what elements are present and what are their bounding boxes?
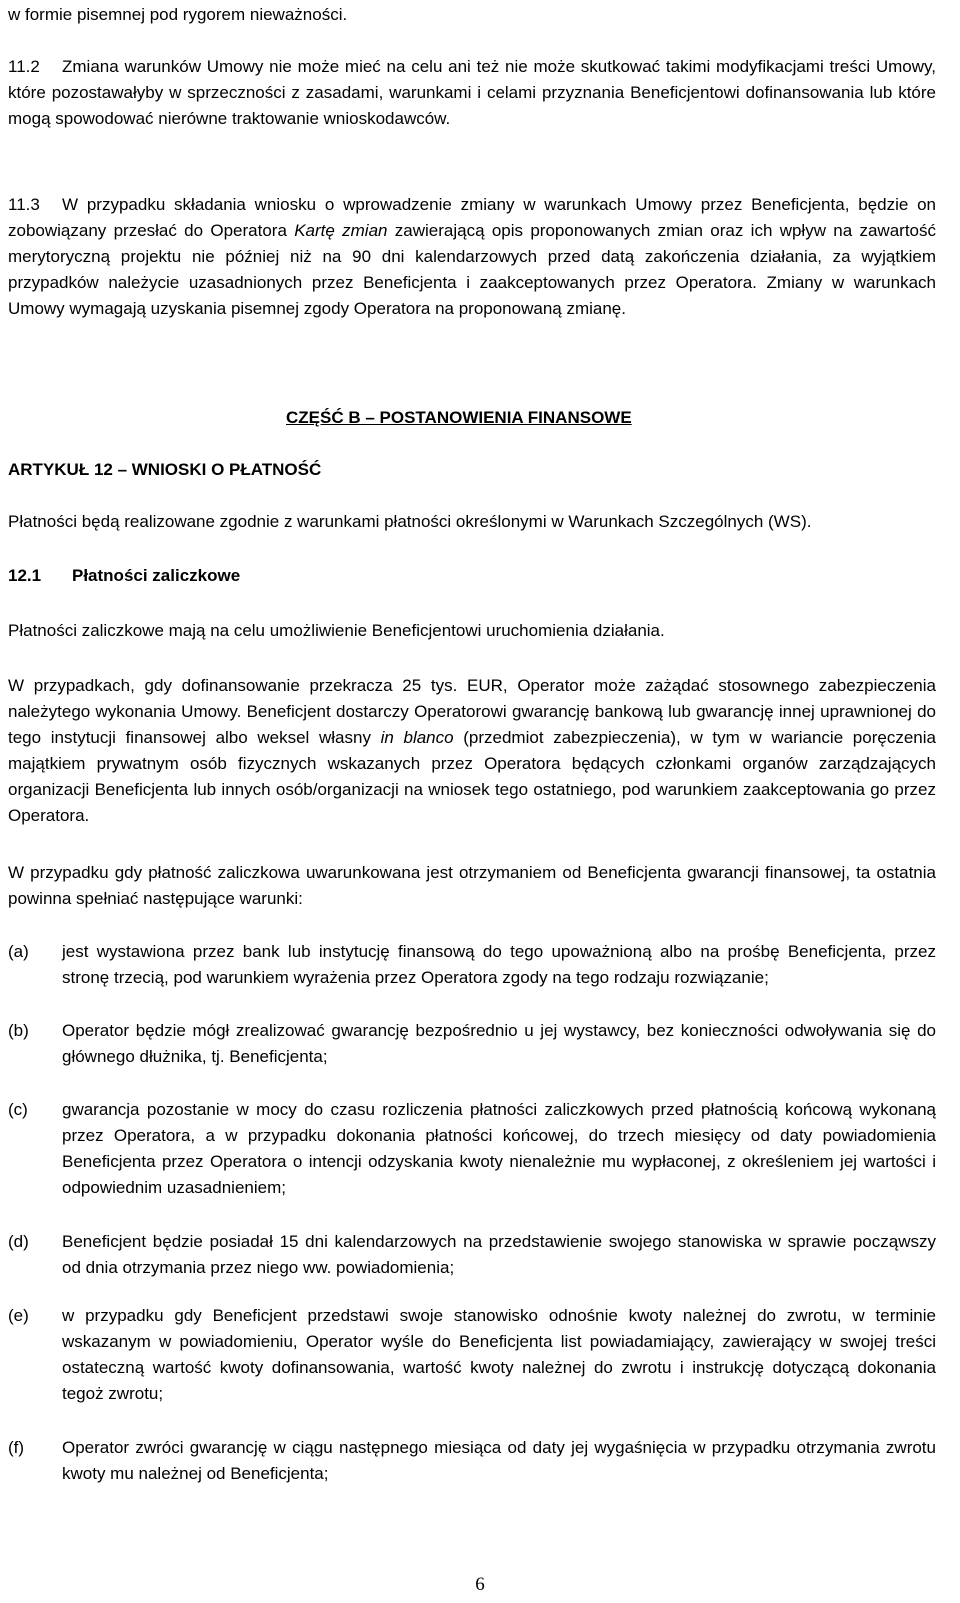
condition-label: (c) — [8, 1100, 28, 1119]
section-11-3-italic: Kartę zmian — [294, 221, 388, 240]
section-11-2-text: Zmiana warunków Umowy nie może mieć na celu ani też nie może skutkować takimi modyfikacjami treści Umowy, które pozostawałyby w sprzeczności z zasadami, warunkami i celami przyznania Beneficjentowi dofinansowania lub które mogą spowodować nierówne traktowanie wnioskodawców. — [8, 57, 936, 128]
advance-purpose: Płatności zaliczkowe mają na celu umożliwienie Beneficjentowi uruchomienia działania. — [8, 621, 665, 640]
condition-text: w przypadku gdy Beneficjent przedstawi swoje stanowisko odnośnie kwoty należnej do zwrotu, w terminie wskazanym w powiadomieniu, Operator wyśle do Beneficjenta list powiadamiający, zawierający w swojej treści ostateczną wartość kwoty dofinansowania, wartość kwoty należnej do zwrotu i instrukcję dotyczącą dokonania tegoż zwrotu; — [62, 1306, 936, 1403]
part-b-title: CZĘŚĆ B – POSTANOWIENIA FINANSOWE — [286, 408, 632, 427]
guarantee-italic: in blanco — [380, 728, 454, 747]
condition-text: Beneficjent będzie posiadał 15 dni kalendarzowych na przedstawienie swojego stanowiska w sprawie począwszy od dnia otrzymania przez niego ww. powiadomienia; — [62, 1232, 936, 1277]
section-12-1-title: Płatności zaliczkowe — [72, 566, 241, 585]
condition-label: (d) — [8, 1232, 29, 1251]
intro-line: w formie pisemnej pod rygorem nieważności. — [8, 5, 348, 24]
condition-text: Operator zwróci gwarancję w ciągu następnego miesiąca od daty jej wygaśnięcia w przypadku otrzymania zwrotu kwoty mu należnej od Beneficjenta; — [62, 1438, 936, 1483]
section-12-1-number: 12.1 — [8, 566, 42, 585]
condition-label: (b) — [8, 1021, 29, 1040]
condition-text: Operator będzie mógł zrealizować gwarancję bezpośrednio u jej wystawcy, bez konieczności odwoływania się do głównego dłużnika, tj. Beneficjenta; — [62, 1021, 936, 1066]
guarantee-text-a: W przypadkach, gdy dofinansowanie przekracza 25 tys. EUR, Operator może zażądać stosownego zabezpieczenia należytego wykonania Umowy. Beneficjent dostarczy Operatorowi gwarancję bankową lub gwarancję innej uprawnionej do tego instytucji finansowej albo weksel własny — [8, 676, 936, 747]
section-11-2-number: 11.2 — [8, 57, 40, 76]
condition-text: jest wystawiona przez bank lub instytucję finansową do tego upoważnioną albo na prośbę Beneficjenta, przez stronę trzecią, pod warunkiem wyrażenia przez Operatora zgody na tego rodzaju rozwiązanie; — [62, 942, 936, 987]
page-number: 6 — [475, 1574, 485, 1595]
section-11-3-text — [8, 192, 936, 322]
section-11-3-text-b: zawierającą opis proponowanych zmian oraz ich wpływ na zawartość merytoryczną projektu nie później niż na 90 dni kalendarzowych przed datą zakończenia działania, za wyjątkiem przypadków należycie uzasadnionych przez Beneficjenta i zaakceptowanych przez Operatora. Zmiany w warunkach Umowy wymagają uzyskania pisemnej zgody Operatora na proponowaną zmianę. — [8, 221, 936, 318]
payments-line: Płatności będą realizowane zgodnie z warunkami płatności określonymi w Warunkach Szczególnych (WS). — [8, 512, 812, 531]
section-11-3-text-a: W przypadku składania wniosku o wprowadzenie zmiany w warunkach Umowy przez Beneficjenta, będzie on zobowiązany przesłać do Operatora — [8, 195, 936, 240]
section-11-3-number: 11.3 — [8, 195, 40, 214]
guarantee-text-b: (przedmiot zabezpieczenia), w tym w wariancie poręczenia majątkiem prywatnym osób fizycznych wskazanych przez Operatora będących członkami organów zarządzających organizacji Beneficjenta lub innych osób/organizacji na wniosek tego ostatniego, pod warunkiem zaakceptowania go przez Operatora. — [8, 728, 936, 825]
condition-label: (a) — [8, 942, 29, 961]
article-12-title: ARTYKUŁ 12 – WNIOSKI O PŁATNOŚĆ — [8, 460, 322, 479]
guarantee-paragraph — [8, 673, 936, 829]
condition-text: gwarancja pozostanie w mocy do czasu rozliczenia płatności zaliczkowych przed płatnością końcową wykonaną przez Operatora, a w przypadku dokonania płatności końcowej, do trzech miesięcy od daty powiadomienia Beneficjenta przez Operatora o intencji odzyskania kwoty nienależnie mu wypłaconej, z określeniem jej wartości i odpowiednim uzasadnieniem; — [62, 1100, 936, 1197]
conditions-intro: W przypadku gdy płatność zaliczkowa uwarunkowana jest otrzymaniem od Beneficjenta gwarancji finansowej, ta ostatnia powinna spełniać następujące warunki: — [8, 863, 936, 908]
condition-label: (f) — [8, 1438, 25, 1457]
condition-label: (e) — [8, 1306, 29, 1325]
